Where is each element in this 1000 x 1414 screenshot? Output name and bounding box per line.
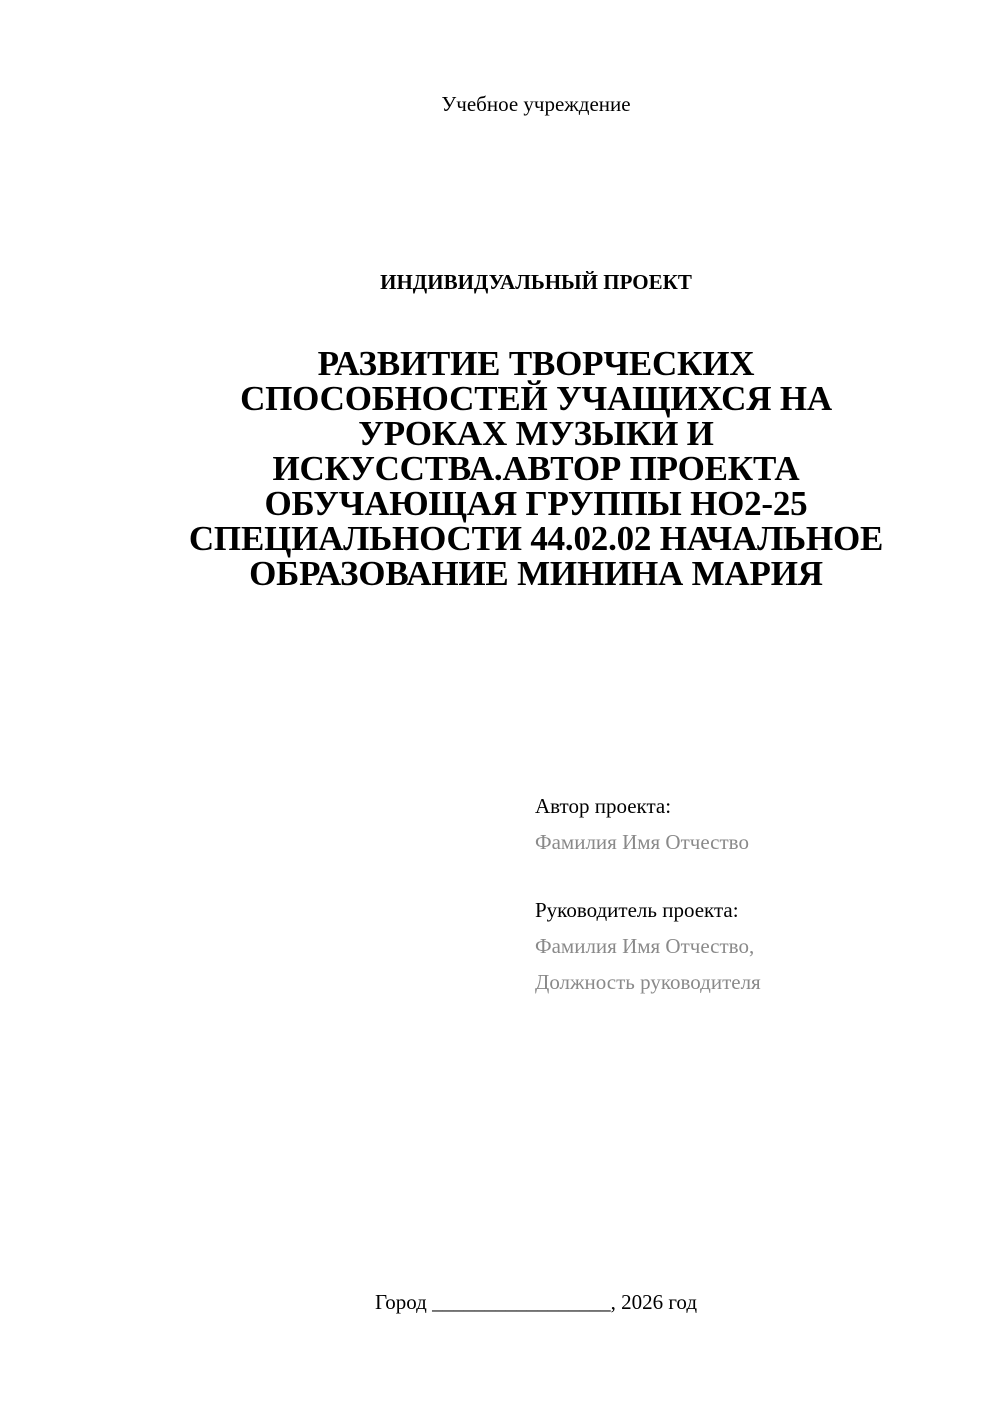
supervisor-label: Руководитель проекта: xyxy=(535,898,739,922)
title-line: СПЕЦИАЛЬНОСТИ 44.02.02 НАЧАЛЬНОЕ xyxy=(188,519,884,558)
document-type: ИНДИВИДУАЛЬНЫЙ ПРОЕКТ xyxy=(380,270,692,294)
supervisor-name-placeholder: Фамилия Имя Отчество, xyxy=(535,934,755,958)
author-block xyxy=(535,788,749,860)
title-line: ОБРАЗОВАНИЕ МИНИНА МАРИЯ xyxy=(249,554,823,593)
institution-name: Учебное учреждение xyxy=(441,92,631,116)
supervisor-position-placeholder: Должность руководителя xyxy=(535,970,761,994)
author-label: Автор проекта: xyxy=(535,794,672,818)
city-year-line: Город _________________, 2026 год xyxy=(374,1290,698,1314)
supervisor-block xyxy=(535,892,761,1000)
project-title xyxy=(140,346,932,591)
title-line: УРОКАХ МУЗЫКИ И xyxy=(358,414,714,453)
author-name-placeholder: Фамилия Имя Отчество xyxy=(535,830,749,854)
title-line: СПОСОБНОСТЕЙ УЧАЩИХСЯ НА xyxy=(240,379,832,418)
title-line: ИСКУССТВА.АВТОР ПРОЕКТА xyxy=(272,449,800,488)
title-line: ОБУЧАЮЩАЯ ГРУППЫ НО2-25 xyxy=(264,484,808,523)
title-line: РАЗВИТИЕ ТВОРЧЕСКИХ xyxy=(317,344,755,383)
